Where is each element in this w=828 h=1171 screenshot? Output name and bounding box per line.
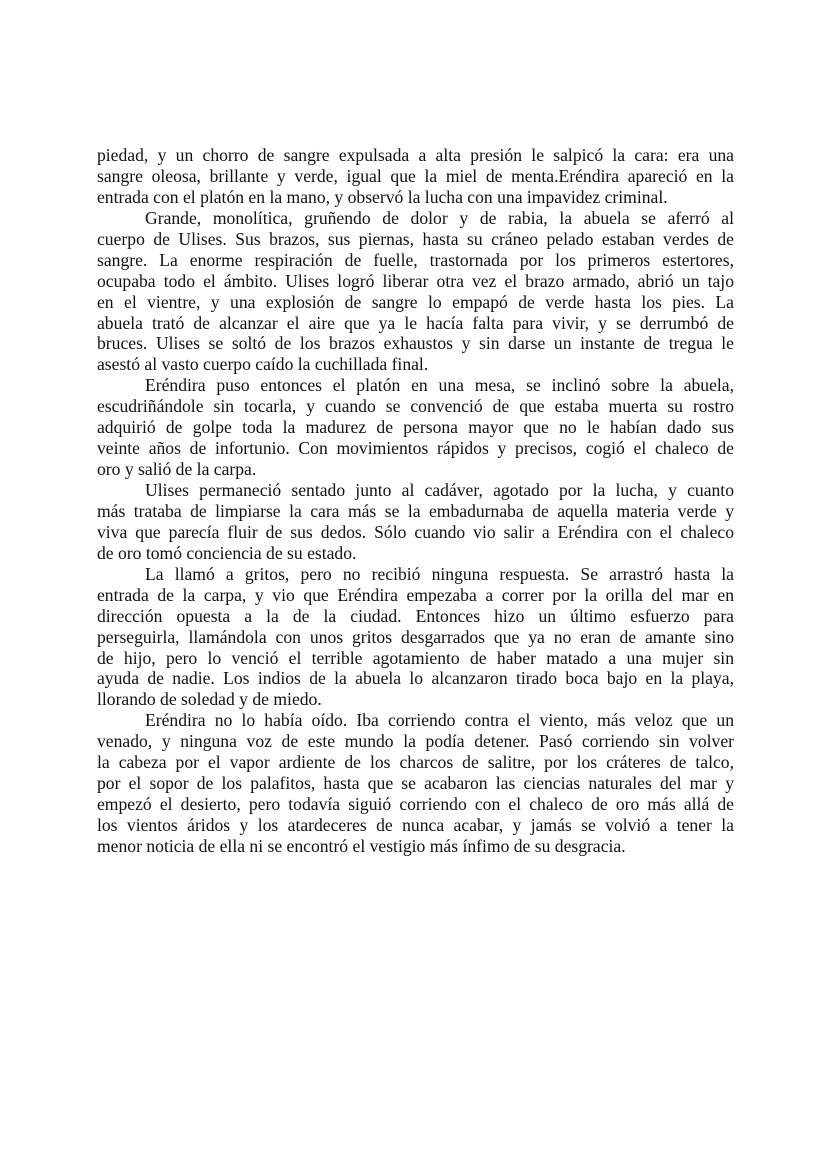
text-line: ocupaba todo el ámbito. Ulises logró liberar otra vez el brazo armado, abrió un tajo: [97, 270, 734, 291]
text-line: sangre oleosa, brillante y verde, igual que la miel de menta.Eréndira apareció en la: [97, 165, 734, 186]
text-line: abuela trató de alcanzar el aire que ya le hacía falta para vivir, y se derrumbó de: [97, 312, 734, 333]
text-line: Eréndira puso entonces el platón en una mesa, se inclinó sobre la abuela,: [145, 375, 734, 396]
paragraph: [97, 564, 734, 711]
text-line: entrada de la carpa, y vio que Eréndira empezaba a correr por la orilla del mar en: [97, 584, 734, 605]
text-line: viva que parecía fluir de sus dedos. Sólo cuando vio salir a Eréndira con el chaleco: [97, 521, 734, 542]
text-line: escudriñándole sin tocarla, y cuando se convenció de que estaba muerta su rostro: [97, 396, 734, 417]
paragraph: [97, 710, 734, 857]
text-line: perseguirla, llamándola con unos gritos desgarrados que ya no eran de amante sino: [97, 626, 734, 647]
text-line: entrada con el platón en la mano, y observó la lucha con una impavidez criminal.: [97, 186, 668, 207]
text-line: de hijo, pero lo venció el terrible agotamiento de haber matado a una mujer sin: [97, 647, 734, 668]
text-line: más trataba de limpiarse la cara más se la embadurnaba de aquella materia verde y: [97, 500, 734, 521]
text-line: en el vientre, y una explosión de sangre lo empapó de verde hasta los pies. La: [97, 291, 734, 312]
text-line: cuerpo de Ulises. Sus brazos, sus piernas, hasta su cráneo pelado estaban verdes de: [97, 228, 734, 249]
text-line: empezó el desierto, pero todavía siguió corriendo con el chaleco de oro más allá de: [97, 794, 734, 815]
text-line: Grande, monolítica, gruñendo de dolor y de rabia, la abuela se aferró al: [145, 207, 734, 228]
text-line: de oro tomó conciencia de su estado.: [97, 542, 357, 563]
text-line: ayuda de nadie. Los indios de la abuela lo alcanzaron tirado boca bajo en la playa,: [97, 668, 734, 689]
paragraph: [97, 208, 734, 376]
text-line: la cabeza por el vapor ardiente de los charcos de salitre, por los cráteres de talco,: [97, 752, 734, 773]
text-line: bruces. Ulises se soltó de los brazos exhaustos y sin darse un instante de tregua le: [97, 333, 734, 354]
text-line: La llamó a gritos, pero no recibió ninguna respuesta. Se arrastró hasta la: [145, 563, 734, 584]
text-line: Ulises permaneció sentado junto al cadáver, agotado por la lucha, y cuanto: [145, 480, 734, 500]
text-line: Eréndira no lo había oído. Iba corriendo contra el viento, más veloz que un: [145, 710, 734, 731]
text-line: asestó al vasto cuerpo caído la cuchillada final.: [97, 354, 429, 375]
paragraph: [97, 375, 734, 480]
text-line: menor noticia de ella ni se encontró el vestigio más ínfimo de su desgracia.: [97, 835, 626, 856]
text-line: venado, y ninguna voz de este mundo la podía detener. Pasó corriendo sin volver: [97, 731, 734, 752]
text-line: piedad, y un chorro de sangre expulsada a alta presión le salpicó la cara: era una: [97, 145, 734, 165]
text-line: dirección opuesta a la de la ciudad. Entonces hizo un último esfuerzo para: [97, 605, 734, 626]
paragraph: [97, 480, 734, 564]
text-line: por el sopor de los palafitos, hasta que se acabaron las ciencias naturales del mar y: [97, 773, 734, 794]
text-line: llorando de soledad y de miedo.: [97, 689, 322, 710]
text-line: adquirió de golpe toda la madurez de persona mayor que no le habían dado sus: [97, 417, 734, 438]
text-line: sangre. La enorme respiración de fuelle, trastornada por los primeros estertores,: [97, 249, 734, 270]
paragraph: [97, 145, 734, 208]
text-line: los vientos áridos y los atardeceres de nunca acabar, y jamás se volvió a tener la: [97, 815, 734, 835]
text-line: oro y salió de la carpa.: [97, 459, 257, 480]
document-page: [97, 145, 734, 857]
text-line: veinte años de infortunio. Con movimientos rápidos y precisos, cogió el chaleco de: [97, 438, 734, 459]
